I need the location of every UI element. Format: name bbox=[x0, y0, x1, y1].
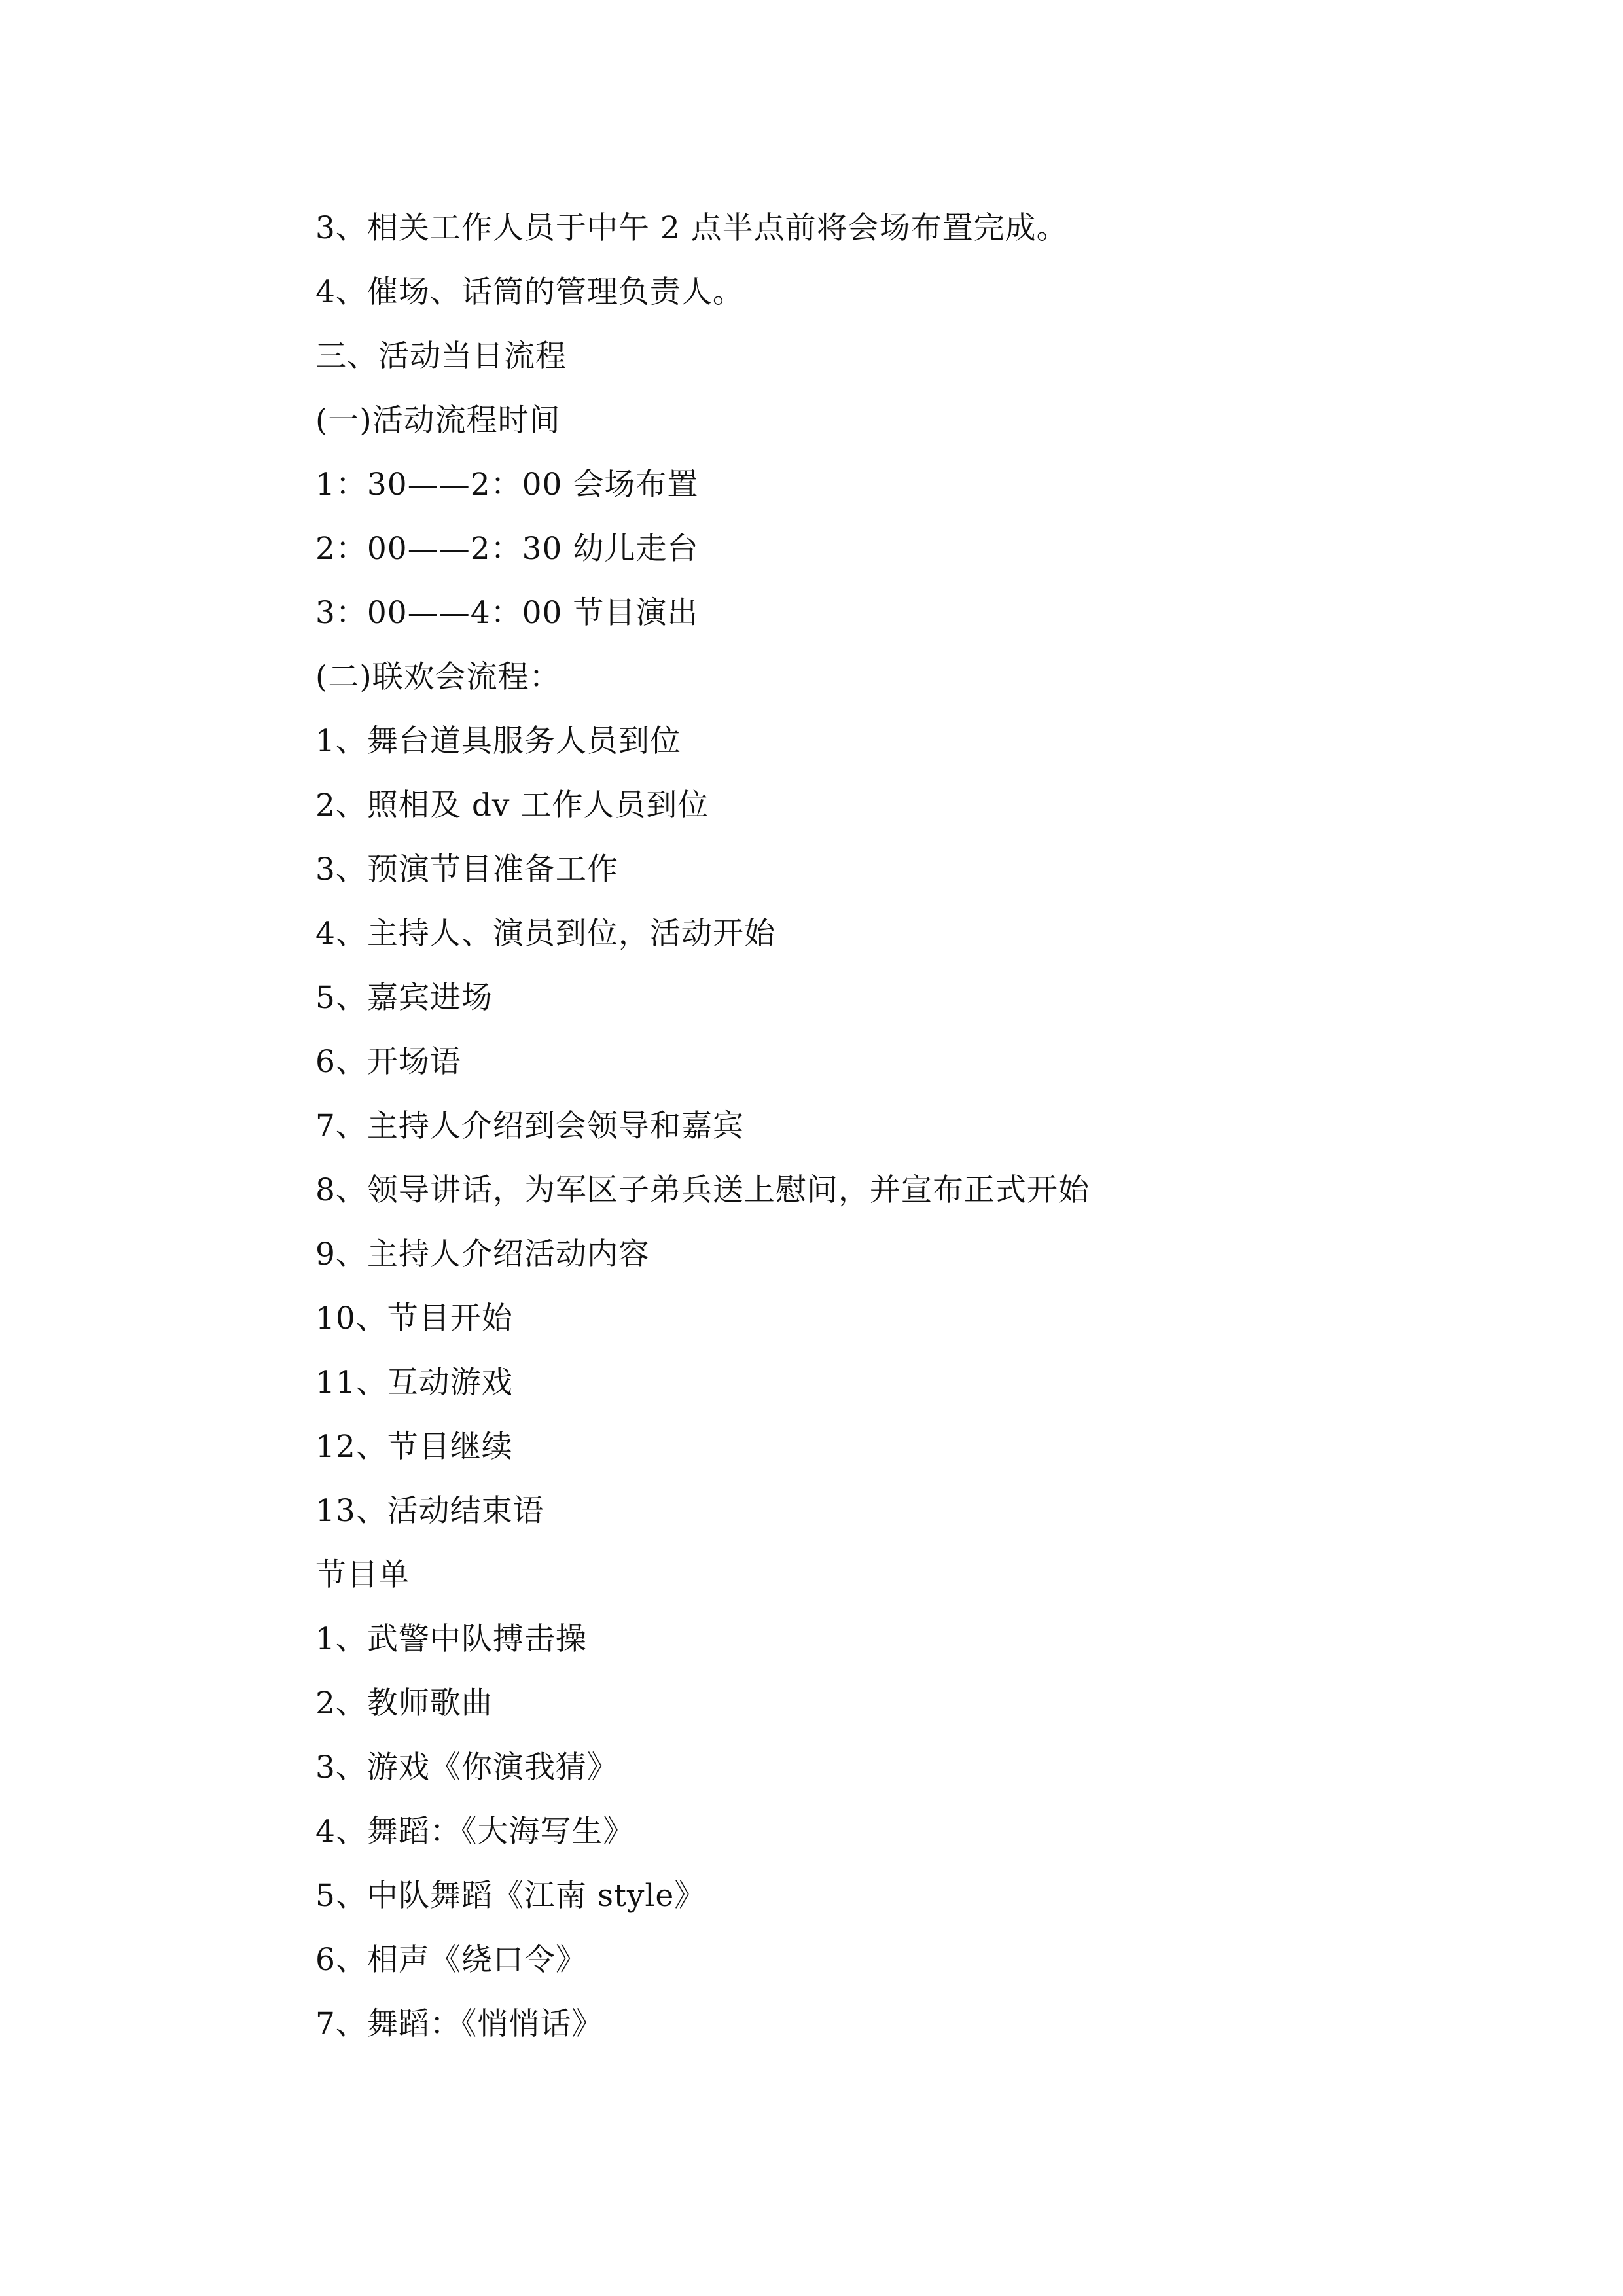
program-item: 5、中队舞蹈《江南 style》 bbox=[315, 1878, 706, 1914]
program-item: 7、舞蹈：《悄悄话》 bbox=[315, 2006, 603, 2042]
list-item: 10、节目开始 bbox=[315, 1300, 513, 1336]
program-item: 6、相声《绕口令》 bbox=[315, 1942, 587, 1978]
list-item: 5、嘉宾进场 bbox=[315, 980, 493, 1016]
schedule-item: 3：00——4：00 节目演出 bbox=[315, 595, 699, 631]
list-item: 12、节目继续 bbox=[315, 1429, 513, 1465]
program-list-heading: 节目单 bbox=[315, 1557, 410, 1593]
document-body bbox=[315, 207, 1363, 2067]
list-item: 1、舞台道具服务人员到位 bbox=[315, 723, 681, 759]
list-item: 4、主持人、演员到位，活动开始 bbox=[315, 916, 776, 952]
program-item: 4、舞蹈：《大海写生》 bbox=[315, 1814, 635, 1850]
list-item: 2、照相及 dv 工作人员到位 bbox=[315, 787, 709, 823]
program-item: 1、武警中队搏击操 bbox=[315, 1621, 587, 1657]
subsection-heading: (一)活动流程时间 bbox=[315, 403, 561, 439]
list-item: 7、主持人介绍到会领导和嘉宾 bbox=[315, 1108, 744, 1144]
program-item: 2、教师歌曲 bbox=[315, 1685, 493, 1721]
list-item: 11、互动游戏 bbox=[315, 1365, 513, 1401]
list-item: 9、主持人介绍活动内容 bbox=[315, 1236, 650, 1272]
list-item: 6、开场语 bbox=[315, 1044, 461, 1080]
list-item: 13、活动结束语 bbox=[315, 1493, 544, 1529]
text-line: 4、催场、话筒的管理负责人。 bbox=[315, 274, 744, 310]
subsection-heading: (二)联欢会流程： bbox=[315, 659, 561, 695]
program-item: 3、游戏《你演我猜》 bbox=[315, 1749, 618, 1785]
text-line: 3、相关工作人员于中午 2 点半点前将会场布置完成。 bbox=[315, 210, 1068, 246]
schedule-item: 2：00——2：30 幼儿走台 bbox=[315, 531, 699, 567]
list-item: 3、预演节目准备工作 bbox=[315, 852, 618, 888]
section-heading: 三、活动当日流程 bbox=[315, 338, 567, 374]
list-item: 8、领导讲话，为军区子弟兵送上慰问，并宣布正式开始 bbox=[315, 1172, 1090, 1208]
schedule-item: 1：30——2：00 会场布置 bbox=[315, 467, 699, 503]
